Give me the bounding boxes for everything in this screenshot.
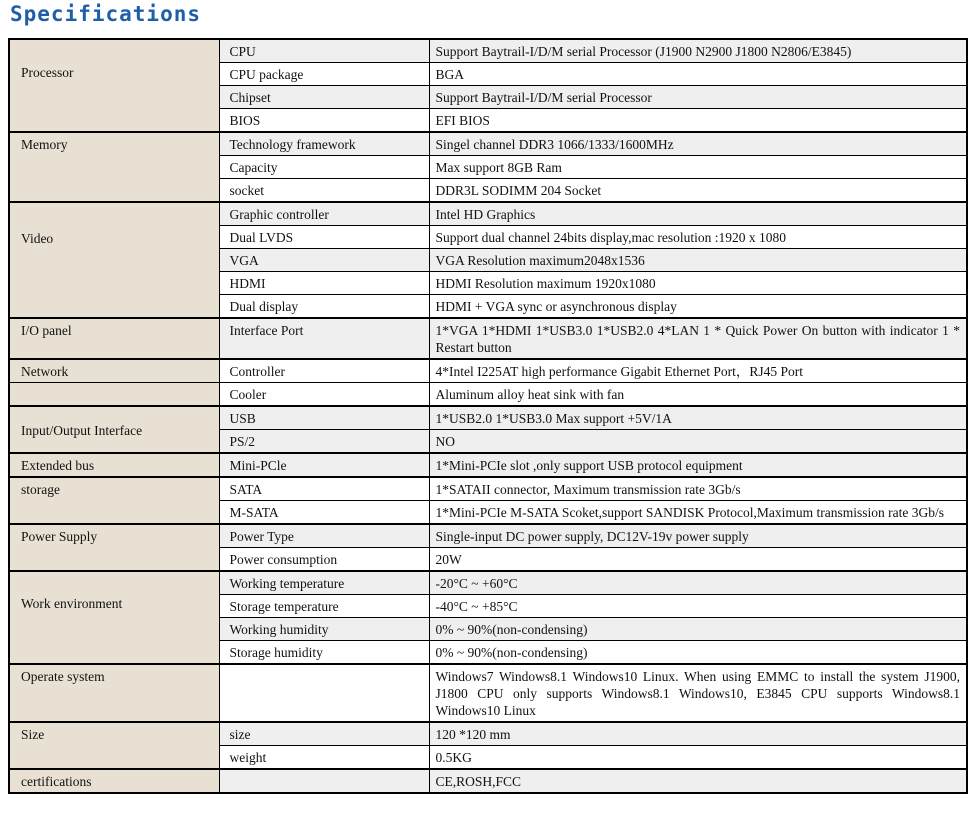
spec-label-cell: Mini-PCle bbox=[219, 453, 429, 477]
table-row bbox=[9, 571, 967, 595]
spec-label-cell: Interface Port bbox=[219, 318, 429, 359]
spec-value-cell: Singel channel DDR3 1066/1333/1600MHz bbox=[429, 132, 967, 156]
spec-label-cell: Cooler bbox=[219, 383, 429, 407]
spec-value-cell: 1*Mini-PCIe M-SATA Scoket,support SANDISK Protocol,Maximum transmission rate 3Gb/s bbox=[429, 501, 967, 525]
spec-label-cell: Dual LVDS bbox=[219, 226, 429, 249]
spec-label-cell: SATA bbox=[219, 477, 429, 501]
category-cell-extended-bus: Extended bus bbox=[9, 453, 219, 477]
table-row bbox=[9, 769, 967, 793]
spec-label-cell: Storage temperature bbox=[219, 595, 429, 618]
spec-label-cell: BIOS bbox=[219, 109, 429, 133]
spec-value-cell: 1*Mini-PCIe slot ,only support USB protocol equipment bbox=[429, 453, 967, 477]
spec-value-cell: Support Baytrail-I/D/M serial Processor bbox=[429, 86, 967, 109]
spec-value-cell: NO bbox=[429, 430, 967, 454]
category-cell-certifications: certifications bbox=[9, 769, 219, 793]
spec-value-cell: 4*Intel I225AT high performance Gigabit Ethernet Port，RJ45 Port bbox=[429, 359, 967, 383]
spec-value-cell: HDMI Resolution maximum 1920x1080 bbox=[429, 272, 967, 295]
spec-value-cell: VGA Resolution maximum2048x1536 bbox=[429, 249, 967, 272]
spec-value-cell: -20°C ~ +60°C bbox=[429, 571, 967, 595]
category-cell-work-environment: Work environment bbox=[9, 571, 219, 664]
spec-value-cell: 1*SATAII connector, Maximum transmission rate 3Gb/s bbox=[429, 477, 967, 501]
spec-value-cell: Intel HD Graphics bbox=[429, 202, 967, 226]
spec-label-cell: CPU package bbox=[219, 63, 429, 86]
page-title: Specifications bbox=[10, 2, 202, 26]
spec-label-cell: Working temperature bbox=[219, 571, 429, 595]
spec-label-cell: Dual display bbox=[219, 295, 429, 319]
spec-label-cell: Power Type bbox=[219, 524, 429, 548]
table-row bbox=[9, 383, 967, 407]
table-row bbox=[9, 132, 967, 156]
category-cell-memory: Memory bbox=[9, 132, 219, 202]
spec-value-cell: Aluminum alloy heat sink with fan bbox=[429, 383, 967, 407]
spec-value-cell: DDR3L SODIMM 204 Socket bbox=[429, 179, 967, 203]
spec-value-cell: BGA bbox=[429, 63, 967, 86]
spec-label-cell: weight bbox=[219, 746, 429, 770]
spec-value-cell: Support dual channel 24bits display,mac resolution :1920 x 1080 bbox=[429, 226, 967, 249]
spec-value-cell: 1*USB2.0 1*USB3.0 Max support +5V/1A bbox=[429, 406, 967, 430]
spec-label-cell: HDMI bbox=[219, 272, 429, 295]
table-row bbox=[9, 524, 967, 548]
spec-value-cell: Max support 8GB Ram bbox=[429, 156, 967, 179]
spec-value-cell: Windows7 Windows8.1 Windows10 Linux. When using EMMC to install the system J1900, J1800 CPU only supports Windows8.1 Windows10, E3845 CPU supports Windows8.1 Windows10 Linux bbox=[429, 664, 967, 722]
spec-label-cell: CPU bbox=[219, 39, 429, 63]
spec-value-cell: EFI BIOS bbox=[429, 109, 967, 133]
spec-value-cell: 120 *120 mm bbox=[429, 722, 967, 746]
table-row bbox=[9, 477, 967, 501]
category-cell-io-panel: I/O panel bbox=[9, 318, 219, 359]
spec-value-cell: Support Baytrail-I/D/M serial Processor (J1900 N2900 J1800 N2806/E3845) bbox=[429, 39, 967, 63]
category-cell-input-output-interface: Input/Output Interface bbox=[9, 406, 219, 453]
spec-label-cell: Chipset bbox=[219, 86, 429, 109]
category-cell-empty bbox=[9, 383, 219, 407]
table-row bbox=[9, 39, 967, 63]
spec-label-cell: size bbox=[219, 722, 429, 746]
spec-label-cell: Technology framework bbox=[219, 132, 429, 156]
spec-value-cell: 0% ~ 90%(non-condensing) bbox=[429, 618, 967, 641]
table-row bbox=[9, 202, 967, 226]
category-cell-storage: storage bbox=[9, 477, 219, 524]
category-cell-processor: Processor bbox=[9, 39, 219, 132]
spec-value-cell: 0% ~ 90%(non-condensing) bbox=[429, 641, 967, 665]
spec-label-cell bbox=[219, 769, 429, 793]
specifications-table bbox=[8, 38, 968, 794]
category-cell-size: Size bbox=[9, 722, 219, 769]
spec-value-cell: 20W bbox=[429, 548, 967, 572]
spec-label-cell: Graphic controller bbox=[219, 202, 429, 226]
table-row bbox=[9, 453, 967, 477]
table-row bbox=[9, 406, 967, 430]
table-row bbox=[9, 359, 967, 383]
spec-label-cell bbox=[219, 664, 429, 722]
spec-label-cell: M-SATA bbox=[219, 501, 429, 525]
spec-label-cell: Capacity bbox=[219, 156, 429, 179]
spec-value-cell: HDMI + VGA sync or asynchronous display bbox=[429, 295, 967, 319]
spec-label-cell: Power consumption bbox=[219, 548, 429, 572]
spec-value-cell: -40°C ~ +85°C bbox=[429, 595, 967, 618]
spec-label-cell: USB bbox=[219, 406, 429, 430]
spec-label-cell: Working humidity bbox=[219, 618, 429, 641]
category-cell-operate-system: Operate system bbox=[9, 664, 219, 722]
spec-label-cell: socket bbox=[219, 179, 429, 203]
table-row bbox=[9, 318, 967, 359]
spec-value-cell: 1*VGA 1*HDMI 1*USB3.0 1*USB2.0 4*LAN 1 * Quick Power On button with indicator 1 * Restart button bbox=[429, 318, 967, 359]
spec-value-cell: Single-input DC power supply, DC12V-19v power supply bbox=[429, 524, 967, 548]
table-row bbox=[9, 664, 967, 722]
spec-value-cell: CE,ROSH,FCC bbox=[429, 769, 967, 793]
table-row bbox=[9, 722, 967, 746]
category-cell-power-supply: Power Supply bbox=[9, 524, 219, 571]
spec-label-cell: Storage humidity bbox=[219, 641, 429, 665]
category-cell-video: Video bbox=[9, 202, 219, 318]
spec-value-cell: 0.5KG bbox=[429, 746, 967, 770]
spec-label-cell: Controller bbox=[219, 359, 429, 383]
spec-label-cell: PS/2 bbox=[219, 430, 429, 454]
category-cell-network: Network bbox=[9, 359, 219, 383]
spec-label-cell: VGA bbox=[219, 249, 429, 272]
